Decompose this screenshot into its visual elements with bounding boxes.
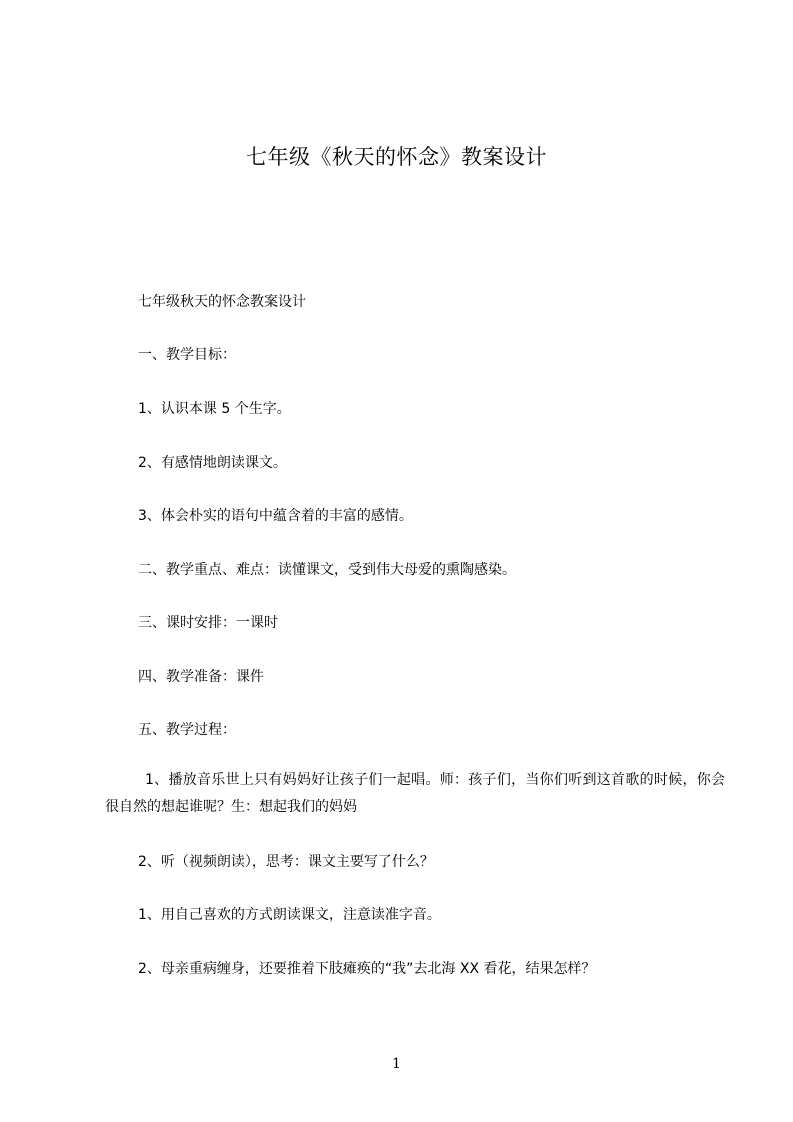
paragraph-process-step-2: 2、听（视频朗读），思考：课文主要写了什么？ [138, 854, 434, 870]
paragraph-reading-task-2: 2、母亲重病缠身，还要推着下肢瘫痪的“我”去北海 XX 看花，结果怎样？ [138, 961, 596, 977]
paragraph-reading-task-1: 1、用自己喜欢的方式朗读课文，注意读准字音。 [138, 907, 441, 923]
paragraph-section-objectives: 一、教学目标： [138, 347, 236, 363]
paragraph-section-schedule: 三、课时安排：一课时 [138, 615, 278, 631]
paragraph-section-preparation: 四、教学准备：课件 [138, 669, 264, 685]
page-number: 1 [392, 1056, 401, 1072]
paragraph-section-process: 五、教学过程： [138, 722, 236, 738]
paragraph-objective-3: 3、体会朴实的语句中蕴含着的丰富的感情。 [138, 508, 413, 524]
paragraph-section-key-points: 二、教学重点、难点：读懂课文，受到伟大母爱的熏陶感染。 [138, 562, 516, 578]
paragraph-objective-1: 1、认识本课 5 个生字。 [138, 401, 291, 417]
document-title: 七年级《秋天的怀念》教案设计 [246, 145, 547, 169]
paragraph-process-step-1: 1、播放音乐世上只有妈妈好让孩子们一起唱。师：孩子们，当你们听到这首歌的时候，你会很自然的想起谁呢？生：想起我们的妈妈 [105, 772, 725, 815]
paragraph-subtitle: 七年级秋天的怀念教案设计 [138, 294, 306, 310]
paragraph-objective-2: 2、有感情地朗读课文。 [138, 455, 287, 471]
